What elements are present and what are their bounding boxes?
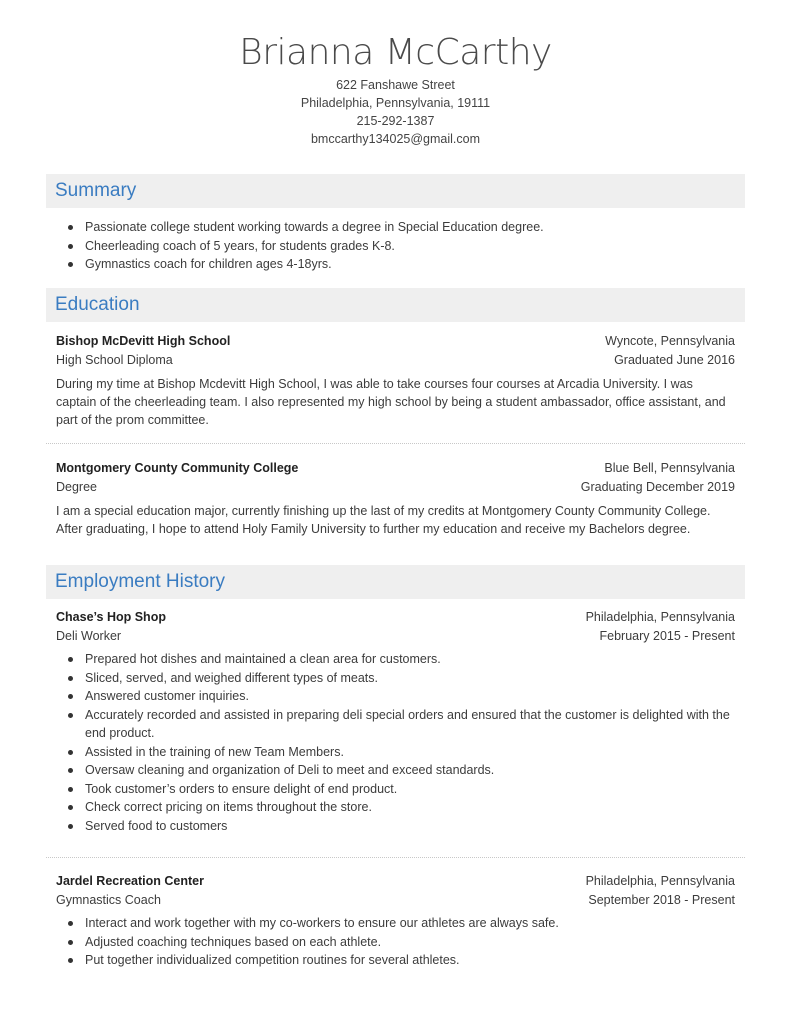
list-item: Took customer’s orders to ensure delight of end product. <box>46 780 735 799</box>
list-item: Put together individualized competition routines for several athletes. <box>46 951 735 970</box>
list-item: Assisted in the training of new Team Members. <box>46 743 735 762</box>
divider <box>46 443 745 444</box>
duties-list <box>46 650 735 835</box>
job-title: Gymnastics Coach <box>56 893 161 907</box>
school-name: Bishop McDevitt High School <box>56 334 231 348</box>
location: Philadelphia, Pennsylvania <box>585 610 735 624</box>
list-item: Prepared hot dishes and maintained a clean area for customers. <box>46 650 735 669</box>
list-item: Cheerleading coach of 5 years, for students grades K-8. <box>46 237 725 256</box>
candidate-name: Brianna McCarthy <box>239 32 552 73</box>
summary-section-header <box>46 174 745 208</box>
education-section-header <box>46 288 745 322</box>
list-item: Accurately recorded and assisted in preparing deli special orders and ensured that the customer is delighted with the end product. <box>46 706 735 743</box>
date: Graduating December 2019 <box>580 480 735 494</box>
education-entry <box>56 331 735 429</box>
list-item: Sliced, served, and weighed different types of meats. <box>46 669 735 688</box>
degree: Degree <box>56 480 97 494</box>
section-title: Employment History <box>55 571 225 592</box>
location: Wyncote, Pennsylvania <box>605 334 735 348</box>
list-item: Served food to customers <box>46 817 735 836</box>
resume-header <box>0 0 791 148</box>
employer-name: Chase’s Hop Shop <box>56 610 166 624</box>
list-item: Gymnastics coach for children ages 4-18yrs. <box>46 255 725 274</box>
summary-list-container <box>46 218 725 274</box>
phone: 215-292-1387 <box>356 114 435 128</box>
list-item: Interact and work together with my co-workers to ensure our athletes are always safe. <box>46 914 735 933</box>
summary-list <box>46 218 725 274</box>
city-state-zip: Philadelphia, Pennsylvania, 19111 <box>300 96 491 110</box>
employment-section-header <box>46 565 745 599</box>
location: Philadelphia, Pennsylvania <box>585 874 735 888</box>
list-item: Adjusted coaching techniques based on each athlete. <box>46 933 735 952</box>
section-title: Education <box>55 294 140 315</box>
degree: High School Diploma <box>56 353 173 367</box>
divider <box>46 857 745 858</box>
address: 622 Fanshawe Street <box>336 78 455 92</box>
date: February 2015 - Present <box>599 629 735 643</box>
job-title: Deli Worker <box>56 629 122 643</box>
employment-entry <box>56 607 735 835</box>
location: Blue Bell, Pennsylvania <box>604 461 735 475</box>
list-item: Check correct pricing on items throughout the store. <box>46 798 735 817</box>
school-name: Montgomery County Community College <box>56 461 299 475</box>
employer-name: Jardel Recreation Center <box>56 874 204 888</box>
list-item: Answered customer inquiries. <box>46 687 735 706</box>
description: During my time at Bishop Mcdevitt High School, I was able to take courses four courses at Arcadia University. I was captain of the cheerleading team. I also represented my high school by being a student ambassador, office assistant, and part of the prom committee. <box>56 377 726 427</box>
date: Graduated June 2016 <box>614 353 735 367</box>
list-item: Oversaw cleaning and organization of Deli to meet and exceed standards. <box>46 761 735 780</box>
education-entry <box>56 458 735 538</box>
section-title: Summary <box>55 180 137 201</box>
list-item: Passionate college student working towards a degree in Special Education degree. <box>46 218 725 237</box>
date: September 2018 - Present <box>588 893 735 907</box>
employment-entry <box>56 871 735 970</box>
description: I am a special education major, currently finishing up the last of my credits at Montgomery County Community College. After graduating, I hope to attend Holy Family University to further my education and receive my Bachelors degree. <box>56 504 711 536</box>
duties-list <box>46 914 735 970</box>
email: bmccarthy134025@gmail.com <box>310 132 480 146</box>
